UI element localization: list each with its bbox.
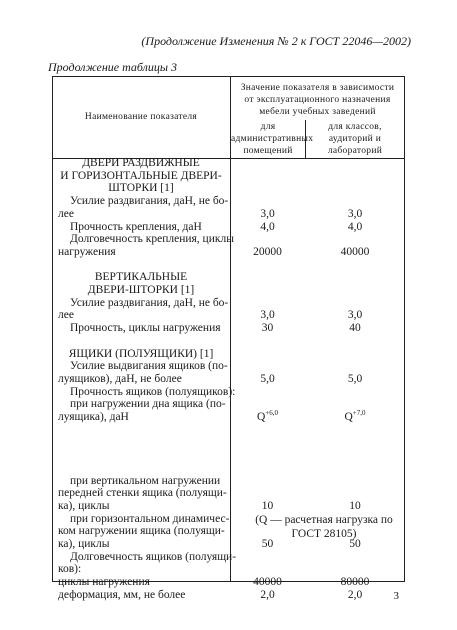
- row-name: при нагружении дна ящика (по-: [70, 398, 226, 411]
- value-classrooms: [305, 500, 405, 513]
- row-name: Усилие раздвигания, даН, не бо-: [70, 195, 229, 208]
- row-name: ка), циклы: [58, 499, 110, 512]
- value-text: Q: [256, 411, 266, 423]
- table-row: [52, 221, 405, 234]
- value-text: 4,0: [260, 220, 275, 233]
- head-value-line: мебели учебных заведений: [259, 107, 376, 117]
- value-text: 3,0: [260, 309, 275, 322]
- row-name: Усилие выдвигания ящиков (по-: [70, 360, 228, 373]
- table-row: [52, 589, 405, 602]
- section-heading: ДВЕРИ РАЗДВИЖНЫЕ: [82, 157, 200, 169]
- value-text: 3,0: [260, 207, 275, 220]
- table-row: [52, 576, 405, 589]
- row-name: Усилие раздвигания, даН, не бо-: [70, 296, 229, 309]
- row-name: ков):: [58, 563, 82, 576]
- row-name: Долговечность ящиков (полуящи-: [70, 550, 237, 563]
- value-administrative: [230, 309, 305, 322]
- head-col1-line: помещений: [243, 146, 293, 156]
- table-row: [52, 335, 405, 348]
- row-name: лее: [58, 207, 74, 220]
- value-text: 40000: [253, 576, 282, 589]
- table-row: [52, 411, 405, 424]
- value-administrative: [230, 411, 305, 424]
- row-name: ка), циклы: [58, 538, 110, 550]
- table-row: [52, 462, 405, 475]
- value-text: 30: [261, 322, 274, 335]
- row-name: луящиков), даН, не более: [58, 372, 182, 385]
- table-row: [52, 386, 405, 399]
- value-classrooms: [305, 538, 405, 551]
- value-text: 50: [261, 538, 274, 550]
- table-row: [52, 360, 405, 373]
- value-text: 10: [261, 499, 274, 512]
- table-row: [52, 348, 405, 361]
- value-text: 2,0: [260, 588, 275, 601]
- section-heading: ЯЩИКИ (ПОЛУЯЩИКИ) [1]: [68, 347, 214, 360]
- table-row: [52, 487, 405, 500]
- row-name: луящика), даН: [58, 411, 129, 423]
- head-col-classrooms: [306, 121, 404, 157]
- row-name: деформация, мм, не более: [58, 588, 186, 601]
- table-row: [52, 322, 405, 335]
- note-line: (Q — расчетная нагрузка по: [255, 514, 393, 526]
- value-administrative: [230, 221, 305, 234]
- table-row: [52, 297, 405, 310]
- head-value-line: от эксплуатационного назначения: [244, 95, 391, 105]
- row-name: Прочность, циклы нагружения: [70, 322, 221, 335]
- table-row: [52, 170, 405, 183]
- value-text: 80000: [340, 576, 370, 589]
- value-classrooms: [305, 411, 405, 424]
- table-row: [52, 373, 405, 386]
- row-name: передней стенки ящика (полуящи-: [58, 487, 227, 500]
- value-text: 10: [349, 499, 361, 512]
- row-name: Долговечность крепления, циклы: [70, 233, 234, 246]
- row-name: при горизонтальном динамичес-: [70, 512, 230, 525]
- value-text: 2,0: [347, 588, 363, 601]
- row-name: Прочность ящиков (полуящиков):: [70, 385, 236, 398]
- table-row: [52, 500, 405, 513]
- value-administrative: [230, 322, 305, 335]
- table-row: [52, 195, 405, 208]
- value-classrooms: [305, 208, 405, 221]
- page-number: 3: [393, 590, 399, 602]
- value-classrooms: [305, 576, 405, 589]
- value-administrative: [230, 373, 305, 386]
- table-row: [52, 284, 405, 297]
- row-name: Прочность крепления, даН: [70, 220, 202, 233]
- value-administrative: [230, 589, 305, 602]
- value-text: 40: [349, 322, 361, 335]
- row-name: нагружения: [58, 245, 116, 258]
- tolerance-superscript: +6,0: [265, 409, 278, 417]
- note-line: ГОСТ 28105): [291, 528, 357, 540]
- value-administrative: [230, 576, 305, 589]
- value-text: 4,0: [347, 220, 363, 233]
- head-col1-line: административных: [231, 134, 314, 144]
- value-text: 5,0: [260, 372, 275, 385]
- head-col1-line: для: [260, 122, 276, 132]
- section-heading: ДВЕРИ-ШТОРКИ [1]: [87, 284, 195, 296]
- row-name: циклы нагружения: [58, 576, 150, 589]
- row-name: при вертикальном нагружении: [70, 474, 221, 487]
- value-administrative: [230, 208, 305, 221]
- head-name: Наименование показателя: [84, 112, 198, 122]
- value-administrative: [230, 246, 305, 259]
- page-header: (Продолжение Изменения № 2 к ГОСТ 22046—2002): [141, 34, 411, 48]
- head-value-line: Значение показателя в зависимости: [240, 83, 395, 93]
- tolerance-superscript: +7,0: [352, 409, 366, 417]
- value-classrooms: [305, 221, 405, 234]
- value-classrooms: [305, 322, 405, 335]
- value-classrooms: [305, 246, 405, 259]
- value-administrative: [230, 500, 305, 513]
- table-row: [52, 208, 405, 221]
- value-classrooms: [305, 309, 405, 322]
- table-row: [52, 436, 405, 449]
- table-row: [52, 157, 405, 170]
- value-text: 50: [349, 538, 361, 550]
- section-heading: И ГОРИЗОНТАЛЬНЫЕ ДВЕРИ-: [60, 169, 222, 182]
- table-row: [52, 475, 405, 488]
- table-row: [52, 424, 405, 437]
- table-row: [52, 182, 405, 195]
- table-row: [52, 309, 405, 322]
- table-row: [52, 563, 405, 576]
- table-row: [52, 513, 405, 526]
- head-col2-line: аудиторий и: [328, 134, 382, 144]
- value-text: 3,0: [347, 207, 363, 220]
- table-top-border: [52, 76, 405, 77]
- value-text: Q: [344, 411, 353, 423]
- value-classrooms: [305, 373, 405, 386]
- value-text: 5,0: [347, 372, 363, 385]
- head-col-administrative: [231, 121, 314, 157]
- value-text: 3,0: [347, 309, 363, 322]
- section-heading: ШТОРКИ [1]: [108, 182, 174, 195]
- table-row: [52, 246, 405, 259]
- table-row: [52, 538, 405, 551]
- value-text: 20000: [253, 245, 282, 258]
- row-name: ком нагружении ящика (полуящи-: [58, 525, 225, 538]
- table-row: [52, 271, 405, 284]
- table-row: [52, 525, 405, 538]
- section-heading: ВЕРТИКАЛЬНЫЕ: [94, 271, 188, 284]
- head-col2-line: для классов,: [328, 122, 382, 132]
- table-caption: Продолжение таблицы 3: [48, 60, 178, 74]
- table-row: [52, 449, 405, 462]
- row-name: лее: [58, 309, 74, 322]
- table: [52, 76, 405, 601]
- table-row: [52, 233, 405, 246]
- value-administrative: [230, 538, 305, 551]
- head-value: [231, 82, 404, 118]
- table-row: [52, 259, 405, 272]
- table-row: [52, 551, 405, 564]
- value-classrooms: [305, 589, 405, 602]
- value-text: 40000: [340, 245, 370, 258]
- head-col2-line: лабораторий: [327, 146, 383, 156]
